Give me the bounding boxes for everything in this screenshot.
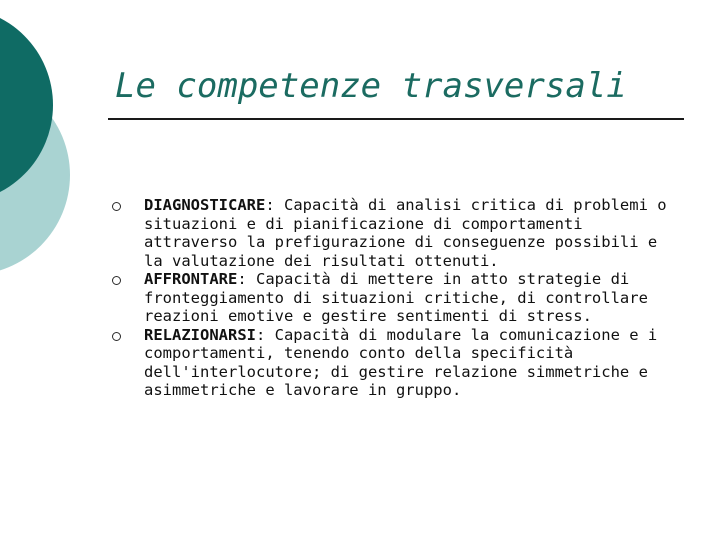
decorative-circles [0, 0, 80, 300]
bullet-text [144, 270, 682, 326]
circle-bullet-icon [112, 332, 121, 341]
slide-title: Le competenze trasversali [115, 66, 627, 106]
list-item [112, 270, 682, 326]
bullet-description: : Capacità di analisi critica di problemi o situazioni e di pianificazione di comportamenti attraverso la prefigurazione di conseguenze possibili e la valutazione dei risultati ottenuti. [144, 196, 667, 270]
title-divider [108, 118, 684, 120]
circle-bullet-icon [112, 276, 121, 285]
bullet-text [144, 326, 682, 400]
bullet-term: RELAZIONARSI [144, 325, 256, 344]
list-item [112, 196, 682, 270]
bullet-text [144, 196, 682, 270]
list-item [112, 326, 682, 400]
circle-bullet-icon [112, 202, 121, 211]
bullet-list [112, 196, 682, 400]
bullet-description: : Capacità di modulare la comunicazione e i comportamenti, tenendo conto della specificità dell'interlocutore; di gestire relazione simmetriche e asimmetriche e lavorare in gruppo. [144, 325, 658, 399]
bullet-description: : Capacità di mettere in atto strategie di fronteggiamento di situazioni critiche, di controllare reazioni emotive e gestire sentimenti di stress. [144, 270, 648, 325]
bullet-term: AFFRONTARE [144, 270, 238, 288]
bullet-term: DIAGNOSTICARE [144, 196, 266, 214]
